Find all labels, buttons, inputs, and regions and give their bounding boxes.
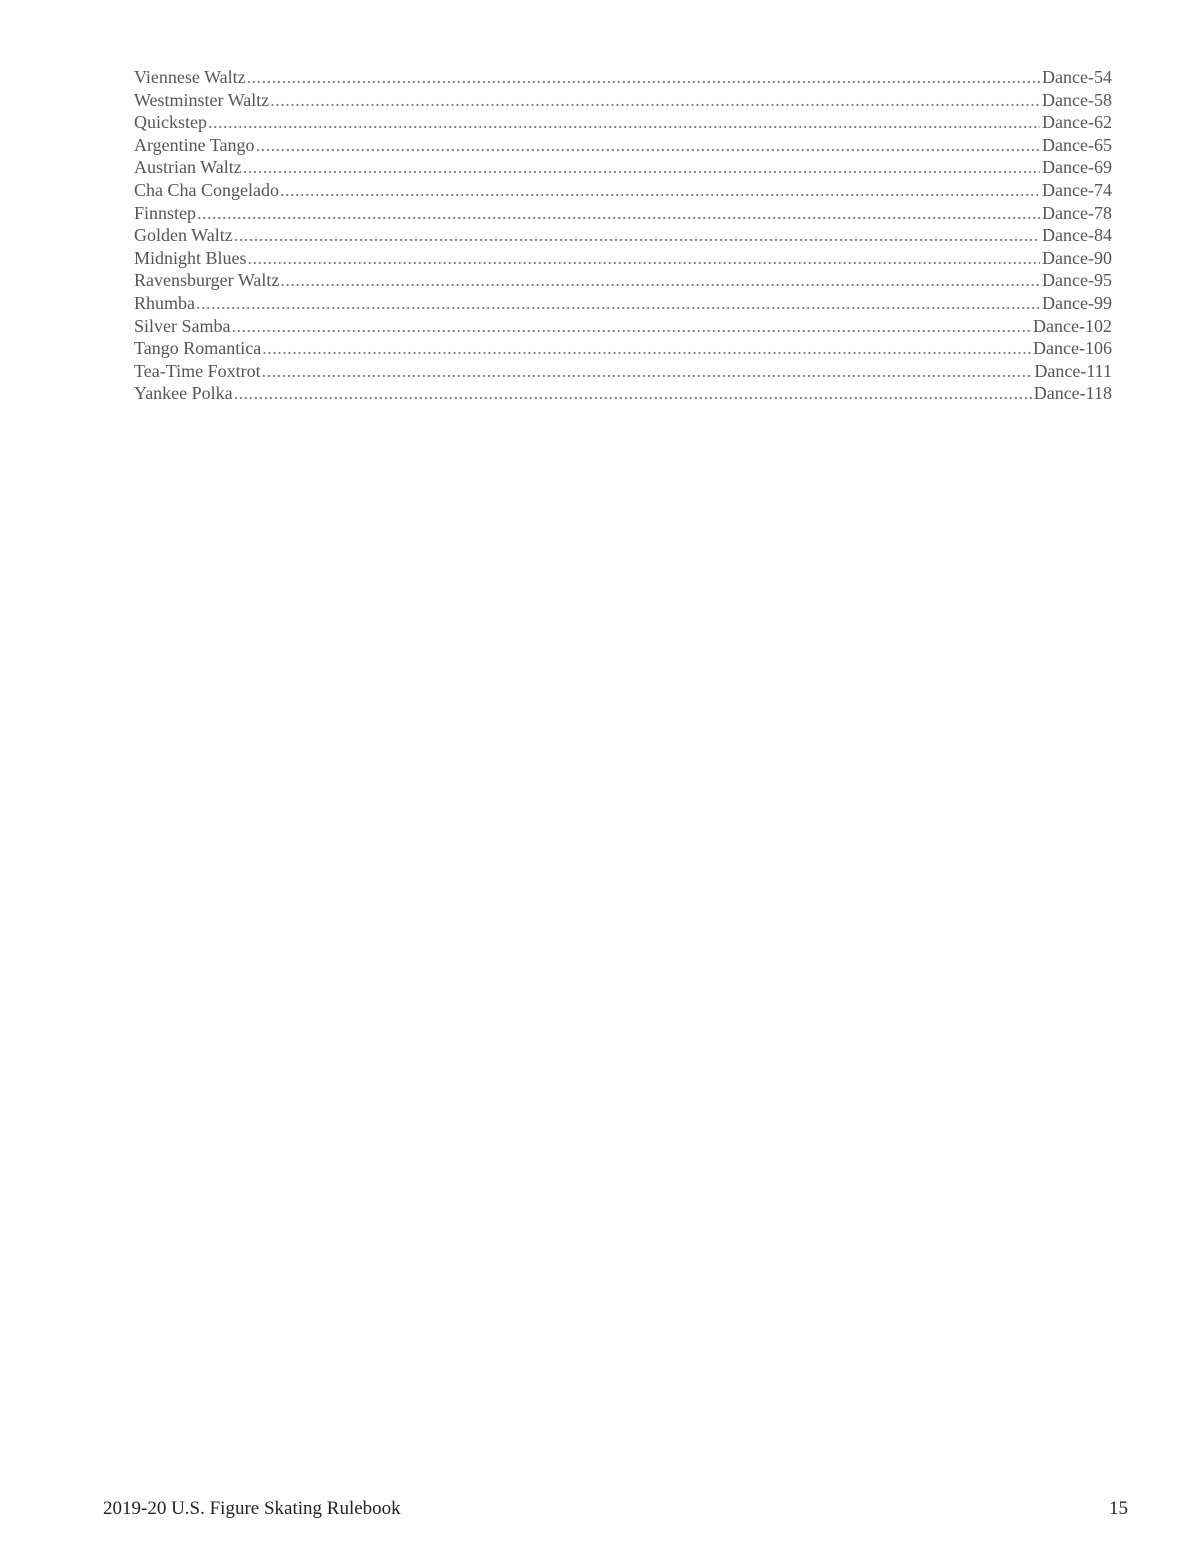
toc-entry-title: Finnstep — [134, 202, 197, 223]
dot-leader — [234, 382, 1032, 405]
footer-document-title: 2019-20 U.S. Figure Skating Rulebook — [103, 1498, 401, 1519]
toc-entry-midnight-blues[interactable] — [134, 247, 1112, 270]
toc-entry-page: Dance-54 — [1042, 67, 1112, 87]
dot-leader — [197, 202, 1040, 225]
toc-entry-title: Midnight Blues — [134, 247, 247, 268]
toc-entry-argentine-tango[interactable] — [134, 134, 1112, 157]
table-of-contents — [134, 66, 1112, 405]
toc-entry-silver-samba[interactable] — [134, 315, 1112, 338]
toc-entry-page: Dance-90 — [1042, 247, 1112, 268]
toc-entry-golden-waltz[interactable] — [134, 224, 1112, 247]
toc-entry-page: Dance-74 — [1042, 179, 1112, 200]
toc-entry-page: Dance-78 — [1042, 202, 1112, 223]
toc-entry-page: Dance-65 — [1042, 134, 1112, 155]
footer-page-number: 15 — [1109, 1498, 1128, 1519]
toc-entry-tango-romantica[interactable] — [134, 337, 1112, 360]
toc-entry-title: Quickstep — [134, 112, 207, 133]
toc-entry-title: Viennese Waltz — [134, 67, 246, 87]
toc-entry-title: Argentine Tango — [134, 134, 255, 155]
toc-entry-rhumba[interactable] — [134, 292, 1112, 315]
toc-entry-title: Tango Romantica — [134, 338, 262, 359]
toc-entry-page: Dance-111 — [1034, 360, 1112, 381]
dot-leader — [196, 292, 1040, 315]
dot-leader — [232, 315, 1032, 338]
toc-entry-title: Rhumba — [134, 292, 195, 313]
dot-leader — [270, 89, 1040, 112]
toc-entry-page: Dance-69 — [1042, 157, 1112, 178]
dot-leader — [208, 111, 1040, 134]
dot-leader — [256, 134, 1040, 157]
dot-leader — [280, 179, 1040, 202]
toc-entry-page: Dance-99 — [1042, 292, 1112, 313]
toc-entry-page: Dance-106 — [1033, 338, 1112, 359]
toc-entry-page: Dance-95 — [1042, 270, 1112, 291]
toc-entry-page: Dance-84 — [1042, 225, 1112, 246]
toc-entry-tea-time-foxtrot[interactable] — [134, 360, 1112, 383]
toc-entry-viennese-waltz[interactable] — [134, 66, 1112, 89]
toc-entry-austrian-waltz[interactable] — [134, 156, 1112, 179]
dot-leader — [234, 224, 1040, 247]
toc-entry-title: Yankee Polka — [134, 383, 233, 404]
toc-entry-yankee-polka[interactable] — [134, 382, 1112, 405]
toc-entry-title: Silver Samba — [134, 315, 231, 336]
toc-entry-quickstep[interactable] — [134, 111, 1112, 134]
toc-entry-finnstep[interactable] — [134, 202, 1112, 225]
dot-leader — [248, 247, 1041, 270]
toc-entry-page: Dance-118 — [1033, 383, 1112, 404]
toc-entry-title: Tea-Time Foxtrot — [134, 360, 261, 381]
dot-leader — [247, 66, 1040, 89]
toc-entry-cha-cha-congelado[interactable] — [134, 179, 1112, 202]
toc-entry-title: Ravensburger Waltz — [134, 270, 280, 291]
toc-entry-page: Dance-102 — [1033, 315, 1112, 336]
toc-entry-ravensburger-waltz[interactable] — [134, 269, 1112, 292]
dot-leader — [262, 360, 1033, 383]
toc-entry-title: Westminster Waltz — [134, 89, 270, 110]
toc-entry-westminster-waltz[interactable] — [134, 89, 1112, 112]
toc-entry-page: Dance-62 — [1042, 112, 1112, 133]
toc-entry-title: Golden Waltz — [134, 225, 233, 246]
dot-leader — [262, 337, 1031, 360]
toc-entry-title: Cha Cha Congelado — [134, 179, 279, 200]
toc-entry-page: Dance-58 — [1042, 89, 1112, 110]
toc-entry-title: Austrian Waltz — [134, 157, 242, 178]
dot-leader — [280, 269, 1040, 292]
dot-leader — [243, 156, 1040, 179]
